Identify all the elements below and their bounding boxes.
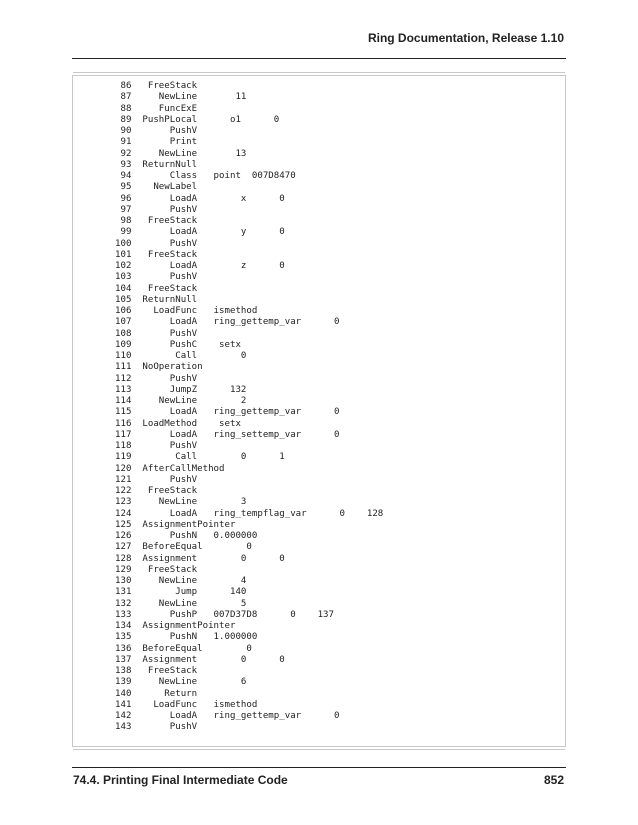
- code-line: 110 Call 0: [115, 351, 247, 361]
- code-line: 91 Print: [115, 137, 198, 148]
- code-line: 88 FuncExE: [115, 103, 198, 114]
- code-line: 129 FreeStack: [115, 564, 198, 575]
- code-line: 99 LoadA y 0: [115, 227, 285, 238]
- footer-divider: [72, 767, 566, 768]
- code-line: 100 PushV: [115, 238, 198, 249]
- footer-section-title: 74.4. Printing Final Intermediate Code: [73, 773, 288, 787]
- code-line: 121 PushV: [115, 474, 198, 485]
- code-line: 139 NewLine 6: [115, 677, 247, 688]
- code-line: 116 LoadMethod setx: [115, 418, 241, 429]
- code-line: 108 PushV: [115, 328, 198, 339]
- code-lines: [115, 81, 383, 734]
- code-line: 136 BeforeEqual 0: [115, 643, 252, 654]
- code-line: 134 AssignmentPointer: [115, 621, 236, 631]
- code-line: 98 FreeStack: [115, 216, 198, 226]
- code-line: 97 PushV: [115, 204, 198, 215]
- code-line: 95 NewLabel: [115, 182, 198, 193]
- code-line: 125 AssignmentPointer: [115, 519, 236, 530]
- code-line: 96 LoadA x 0: [115, 193, 285, 204]
- code-line: 113 JumpZ 132: [115, 384, 247, 395]
- code-line: 90 PushV: [115, 126, 198, 136]
- header-title: Ring Documentation, Release 1.10: [367, 31, 564, 45]
- code-line: 133 PushP 007D37D8 0 137: [115, 609, 334, 620]
- code-line: 135 PushN 1.000000: [115, 632, 258, 643]
- code-line: 123 NewLine 3: [115, 497, 247, 508]
- code-line: 141 LoadFunc ismethod: [115, 699, 258, 710]
- code-line: 118 PushV: [115, 441, 198, 451]
- code-line: 109 PushC setx: [115, 339, 241, 350]
- code-line: 105 ReturnNull: [115, 294, 198, 305]
- code-line: 117 LoadA ring_settemp_var 0: [115, 429, 340, 440]
- code-line: 140 Return: [115, 688, 198, 699]
- code-line: 103 PushV: [115, 272, 198, 283]
- code-line: 114 NewLine 2: [115, 396, 247, 406]
- code-line: 131 Jump 140: [115, 587, 247, 598]
- code-line: 128 Assignment 0 0: [115, 553, 285, 564]
- code-line: 102 LoadA z 0: [115, 261, 285, 271]
- page-number: 852: [543, 773, 564, 787]
- code-line: 107 LoadA ring_gettemp_var 0: [115, 317, 340, 328]
- code-line: 142 LoadA ring_gettemp_var 0: [115, 711, 340, 721]
- code-line: 124 LoadA ring_tempflag_var 0 128: [115, 508, 384, 519]
- code-line: 94 Class point 007D8470: [115, 171, 296, 181]
- header-divider: [72, 58, 566, 59]
- code-line: 126 PushN 0.000000: [115, 531, 258, 541]
- code-block: [72, 75, 566, 747]
- code-line: 112 PushV: [115, 373, 198, 384]
- code-line: 130 NewLine 4: [115, 576, 247, 586]
- code-line: 89 PushPLocal o1 0: [115, 114, 280, 125]
- code-line: 115 LoadA ring_gettemp_var 0: [115, 407, 340, 418]
- code-line: 120 AfterCallMethod: [115, 463, 225, 474]
- code-line: 111 NoOperation: [115, 362, 203, 373]
- code-line: 87 NewLine 11: [115, 92, 247, 103]
- code-line: 101 FreeStack: [115, 249, 198, 260]
- code-line: 127 BeforeEqual 0: [115, 542, 252, 553]
- code-line: 122 FreeStack: [115, 486, 198, 496]
- code-line: 104 FreeStack: [115, 283, 198, 294]
- code-line: 93 ReturnNull: [115, 159, 198, 170]
- code-line: 143 PushV: [115, 722, 198, 733]
- code-line: 132 NewLine 5: [115, 598, 247, 609]
- code-line: 86 FreeStack: [115, 81, 198, 91]
- code-line: 138 FreeStack: [115, 666, 198, 676]
- code-line: 106 LoadFunc ismethod: [115, 306, 258, 316]
- code-line: 119 Call 0 1: [115, 452, 285, 463]
- code-line: 92 NewLine 13: [115, 148, 247, 159]
- code-line: 137 Assignment 0 0: [115, 654, 285, 665]
